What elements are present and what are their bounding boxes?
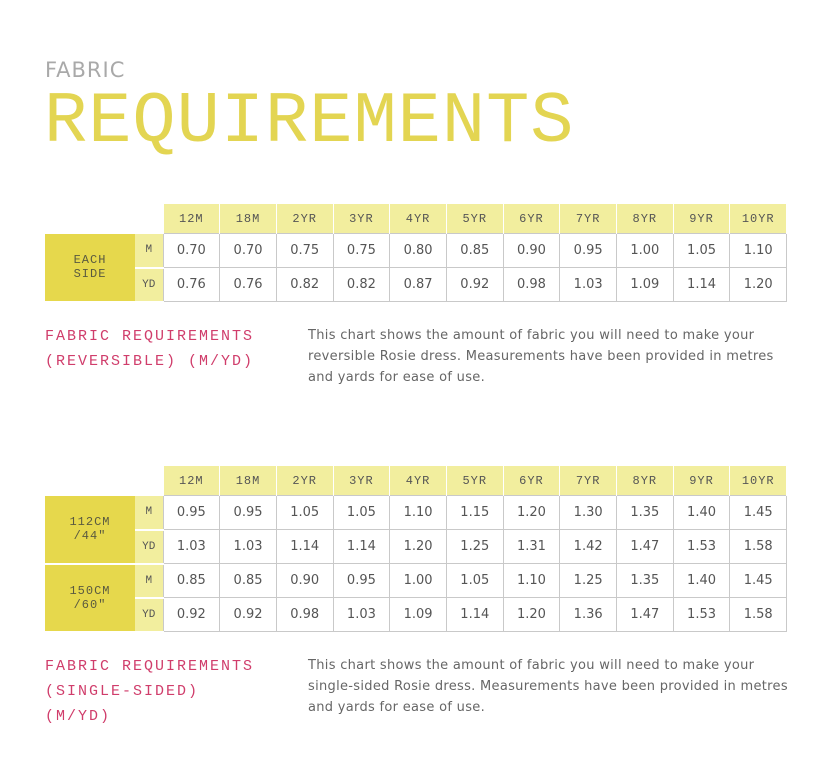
value-cell: 0.70 xyxy=(163,234,220,268)
size-header: 7YR xyxy=(560,466,617,496)
value-cell: 0.98 xyxy=(503,268,560,302)
value-cell: 0.92 xyxy=(163,598,220,632)
value-cell: 1.05 xyxy=(333,496,390,530)
value-cell: 1.00 xyxy=(617,234,674,268)
reversible-caption: FABRIC REQUIREMENTS (REVERSIBLE) (M/YD) xyxy=(45,328,255,370)
value-cell: 1.20 xyxy=(390,530,447,564)
value-cell: 1.14 xyxy=(673,268,730,302)
value-cell: 0.75 xyxy=(276,234,333,268)
value-cell: 1.14 xyxy=(333,530,390,564)
value-cell: 0.87 xyxy=(390,268,447,302)
value-cell: 1.20 xyxy=(503,496,560,530)
value-cell: 1.14 xyxy=(446,598,503,632)
unit-label: YD xyxy=(135,530,163,564)
size-header: 3YR xyxy=(333,204,390,234)
value-cell: 1.40 xyxy=(673,564,730,598)
value-cell: 1.42 xyxy=(560,530,617,564)
value-cell: 0.92 xyxy=(220,598,277,632)
table-row xyxy=(45,564,787,598)
value-cell: 1.31 xyxy=(503,530,560,564)
value-cell: 1.10 xyxy=(730,234,787,268)
reversible-description: This chart shows the amount of fabric you will need to make your reversible Rosie dress. Measurements have been provided in metres and yards for ease of use. xyxy=(308,328,774,385)
size-header: 5YR xyxy=(446,466,503,496)
value-cell: 1.45 xyxy=(730,564,787,598)
size-header: 3YR xyxy=(333,466,390,496)
size-header-row xyxy=(45,204,787,234)
value-cell: 1.20 xyxy=(503,598,560,632)
value-cell: 1.53 xyxy=(673,530,730,564)
size-header: 7YR xyxy=(560,204,617,234)
page-title: REQUIREMENTS xyxy=(44,81,575,163)
value-cell: 1.53 xyxy=(673,598,730,632)
size-header: 10YR xyxy=(730,204,787,234)
value-cell: 1.30 xyxy=(560,496,617,530)
value-cell: 0.76 xyxy=(163,268,220,302)
value-cell: 0.95 xyxy=(333,564,390,598)
table-row xyxy=(45,268,787,302)
group-label: 150CM /60" xyxy=(45,564,135,632)
value-cell: 1.10 xyxy=(390,496,447,530)
value-cell: 1.03 xyxy=(560,268,617,302)
unit-label: YD xyxy=(135,598,163,632)
value-cell: 0.95 xyxy=(560,234,617,268)
value-cell: 0.85 xyxy=(446,234,503,268)
size-header: 5YR xyxy=(446,204,503,234)
header-spacer xyxy=(45,466,163,496)
value-cell: 1.03 xyxy=(333,598,390,632)
value-cell: 1.05 xyxy=(446,564,503,598)
value-cell: 1.47 xyxy=(617,530,674,564)
size-header: 6YR xyxy=(503,466,560,496)
table-row xyxy=(45,598,787,632)
value-cell: 1.09 xyxy=(390,598,447,632)
group-label: 112CM /44" xyxy=(45,496,135,564)
value-cell: 0.90 xyxy=(276,564,333,598)
value-cell: 0.92 xyxy=(446,268,503,302)
value-cell: 1.58 xyxy=(730,530,787,564)
kicker: FABRIC xyxy=(45,58,126,82)
reversible-table xyxy=(45,204,787,303)
value-cell: 1.35 xyxy=(617,564,674,598)
value-cell: 1.36 xyxy=(560,598,617,632)
size-header: 18M xyxy=(220,466,277,496)
single-sided-description: This chart shows the amount of fabric you will need to make your single-sided Rosie dress. Measurements have been provided in metres and yards for ease of use. xyxy=(308,658,788,715)
size-header: 9YR xyxy=(673,204,730,234)
size-header: 8YR xyxy=(617,466,674,496)
value-cell: 1.35 xyxy=(617,496,674,530)
value-cell: 0.80 xyxy=(390,234,447,268)
single-sided-table xyxy=(45,466,787,633)
size-header: 4YR xyxy=(390,204,447,234)
unit-label: M xyxy=(135,496,163,530)
value-cell: 1.05 xyxy=(673,234,730,268)
size-header: 2YR xyxy=(276,204,333,234)
value-cell: 1.03 xyxy=(163,530,220,564)
size-header: 6YR xyxy=(503,204,560,234)
value-cell: 0.70 xyxy=(220,234,277,268)
value-cell: 1.00 xyxy=(390,564,447,598)
value-cell: 1.58 xyxy=(730,598,787,632)
value-cell: 1.20 xyxy=(730,268,787,302)
value-cell: 0.76 xyxy=(220,268,277,302)
value-cell: 0.90 xyxy=(503,234,560,268)
unit-label: M xyxy=(135,234,163,268)
value-cell: 1.25 xyxy=(446,530,503,564)
value-cell: 1.09 xyxy=(617,268,674,302)
value-cell: 1.05 xyxy=(276,496,333,530)
table-row xyxy=(45,496,787,530)
value-cell: 1.47 xyxy=(617,598,674,632)
unit-label: YD xyxy=(135,268,163,302)
value-cell: 1.10 xyxy=(503,564,560,598)
value-cell: 0.95 xyxy=(163,496,220,530)
size-header-row xyxy=(45,466,787,496)
size-header: 2YR xyxy=(276,466,333,496)
value-cell: 1.03 xyxy=(220,530,277,564)
size-header: 18M xyxy=(220,204,277,234)
unit-label: M xyxy=(135,564,163,598)
size-header: 12M xyxy=(163,466,220,496)
size-header: 4YR xyxy=(390,466,447,496)
value-cell: 0.82 xyxy=(333,268,390,302)
value-cell: 0.75 xyxy=(333,234,390,268)
size-header: 8YR xyxy=(617,204,674,234)
value-cell: 1.45 xyxy=(730,496,787,530)
value-cell: 1.15 xyxy=(446,496,503,530)
value-cell: 1.14 xyxy=(276,530,333,564)
size-header: 9YR xyxy=(673,466,730,496)
group-label: EACH SIDE xyxy=(45,234,135,302)
value-cell: 0.82 xyxy=(276,268,333,302)
single-sided-caption: FABRIC REQUIREMENTS (SINGLE-SIDED) (M/YD) xyxy=(45,658,255,725)
value-cell: 0.98 xyxy=(276,598,333,632)
table-row xyxy=(45,234,787,268)
size-header: 12M xyxy=(163,204,220,234)
value-cell: 1.40 xyxy=(673,496,730,530)
value-cell: 0.85 xyxy=(163,564,220,598)
table-row xyxy=(45,530,787,564)
value-cell: 0.95 xyxy=(220,496,277,530)
size-header: 10YR xyxy=(730,466,787,496)
value-cell: 1.25 xyxy=(560,564,617,598)
value-cell: 0.85 xyxy=(220,564,277,598)
header-spacer xyxy=(45,204,163,234)
